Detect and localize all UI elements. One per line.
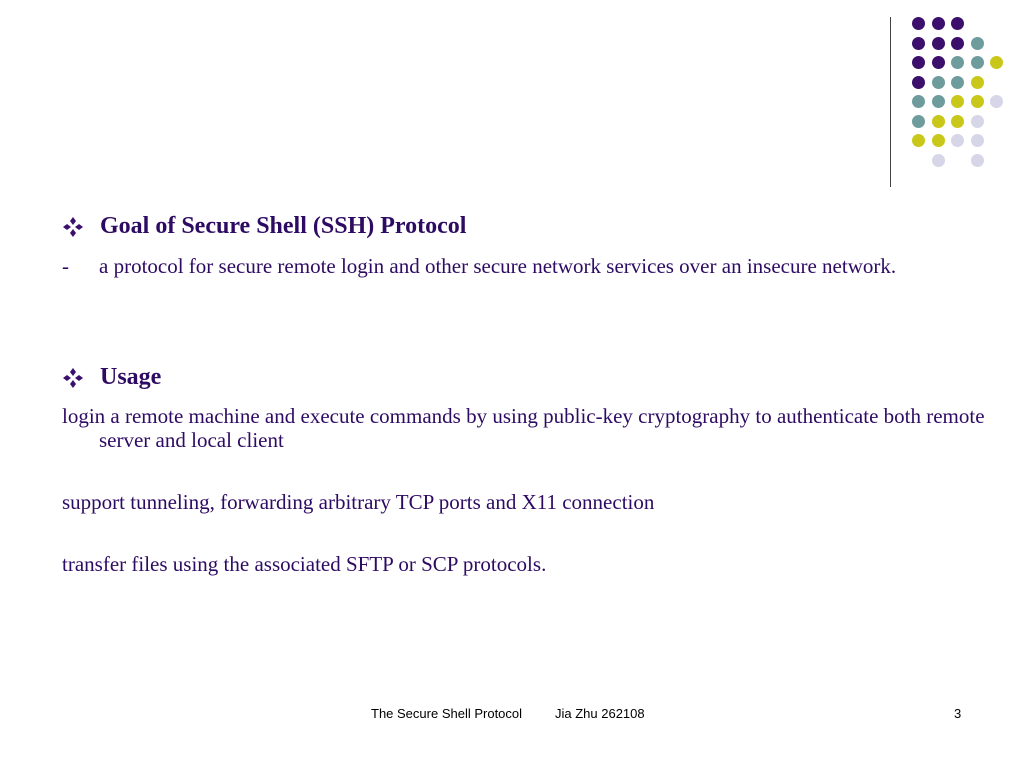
diamond-bullet-icon [62, 216, 84, 238]
usage-item-login [62, 404, 999, 452]
decorative-dot [932, 134, 945, 147]
usage-item-tunneling [62, 490, 999, 514]
section-heading-text: Goal of Secure Shell (SSH) Protocol [100, 213, 467, 239]
footer-page-number: 3 [954, 706, 962, 721]
decorative-dot-grid [0, 0, 1024, 200]
decorative-dot [932, 56, 945, 69]
decorative-dot [912, 56, 925, 69]
decorative-dot [912, 17, 925, 30]
usage-item-text: login a remote machine and execute commands by using public-key cryptography to authenticate both remote server and local client [62, 404, 985, 452]
diamond-bullet-icon [62, 367, 84, 389]
decorative-dot [951, 37, 964, 50]
decorative-dot [912, 115, 925, 128]
decorative-dot [951, 17, 964, 30]
decorative-dot [951, 115, 964, 128]
usage-item-text: support tunneling, forwarding arbitrary TCP ports and X11 connection [62, 490, 655, 514]
decorative-dot [971, 134, 984, 147]
decorative-dot [951, 95, 964, 108]
decorative-dot [932, 95, 945, 108]
decorative-dot [912, 95, 925, 108]
decorative-dot [971, 95, 984, 108]
decorative-dot [971, 115, 984, 128]
decorative-dot [990, 56, 1003, 69]
decorative-vertical-divider [890, 17, 891, 187]
decorative-dot [951, 134, 964, 147]
decorative-dot [932, 115, 945, 128]
decorative-dot [932, 17, 945, 30]
decorative-dot [971, 76, 984, 89]
goal-description-text: a protocol for secure remote login and other secure network services over an insecure network. [99, 254, 897, 278]
decorative-dot [932, 76, 945, 89]
usage-item-file-transfer [62, 552, 999, 576]
dash-marker: - [62, 254, 69, 278]
decorative-dot [932, 37, 945, 50]
section-heading-goal [62, 213, 466, 240]
decorative-dot [971, 56, 984, 69]
footer-title: The Secure Shell Protocol [371, 706, 523, 721]
decorative-dot [912, 134, 925, 147]
decorative-dot [951, 56, 964, 69]
decorative-dot [912, 76, 925, 89]
decorative-dot [951, 76, 964, 89]
footer-author: Jia Zhu 262108 [555, 706, 645, 721]
decorative-dot [990, 95, 1003, 108]
section-heading-text: Usage [100, 364, 162, 390]
decorative-dot [971, 154, 984, 167]
usage-item-text: transfer files using the associated SFTP or SCP protocols. [62, 552, 547, 576]
goal-description [62, 254, 959, 278]
decorative-dot [912, 37, 925, 50]
decorative-dot [971, 37, 984, 50]
decorative-dot [932, 154, 945, 167]
section-heading-usage [62, 364, 161, 391]
